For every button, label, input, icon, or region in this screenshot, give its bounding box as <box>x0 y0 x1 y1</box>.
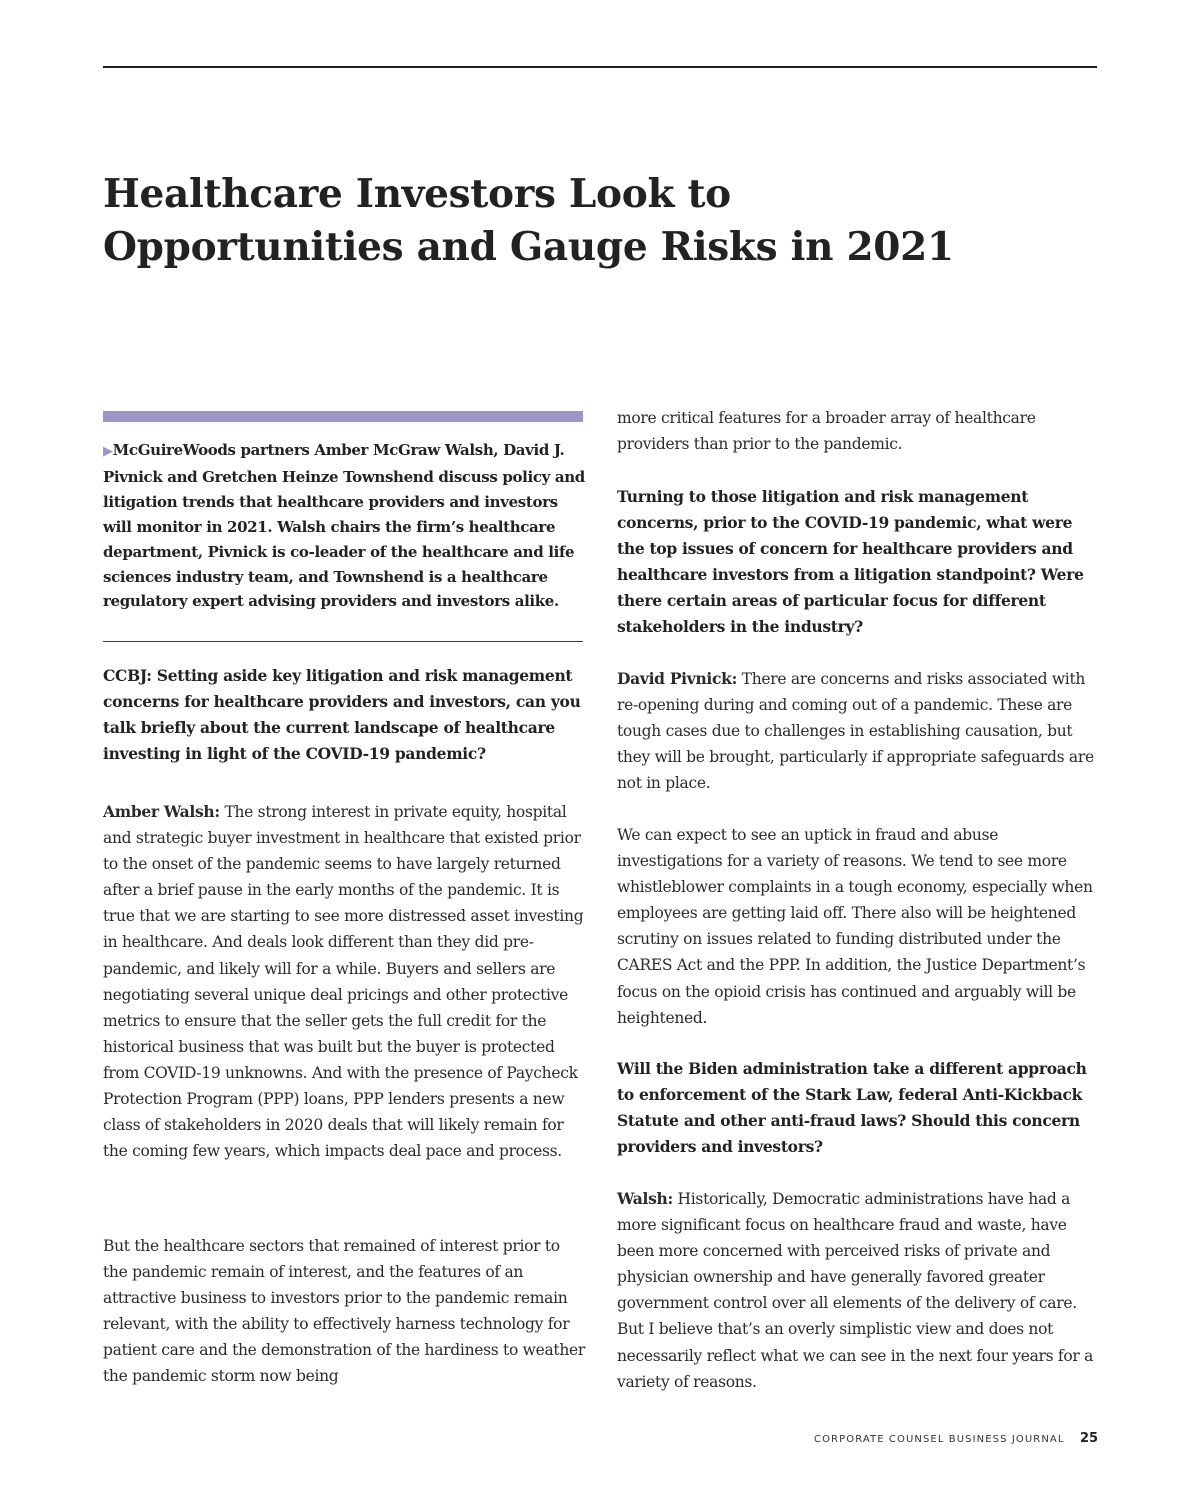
question-2: Turning to those litigation and risk management concerns, prior to the COVID-19 pandemic, what were the top issues of concern for healthcare providers and healthcare investors from a litigation standpoint? Were there certain areas of particular focus for different stakeholders in the industry? <box>617 487 1084 637</box>
answer-2-continued: We can expect to see an uptick in fraud and abuse investigations for a variety of reasons. We tend to see more whistleblower complaints in a tough economy, especially when employees are getting laid off. There also will be heightened scrutiny on issues related to funding distributed under the CARES Act and the PPP. In addition, the Justice Department’s focus on the opioid crisis has continued and arguably will be heightened. <box>617 826 1093 1027</box>
top-rule <box>103 66 1097 68</box>
page-number: 25 <box>1080 1431 1099 1446</box>
intro-paragraph <box>103 438 587 614</box>
article-title <box>103 168 1003 274</box>
answer-3-text: Historically, Democratic administrations have had a more significant focus on healthcare fraud and waste, have been more concerned with perceived risks of private and physician ownership and have generally favored greater government control over all elements of the delivery of care. But I believe that’s an overly simplistic view and does not necessarily reflect what we can see in the next four years for a variety of reasons. <box>617 1190 1094 1391</box>
intro-text: McGuireWoods partners Amber McGraw Walsh, David J. Pivnick and Gretchen Heinze Townshend discuss policy and litigation trends that healthcare providers and investors will monitor in 2021. Walsh chairs the firm’s healthcare department, Pivnick is co-leader of the healthcare and life sciences industry team, and Townshend is a healthcare regulatory expert advising providers and investors alike. <box>103 441 585 611</box>
answer-2-text: There are concerns and risks associated with re-opening during and coming out of a pandemic. These are tough cases due to challenges in establishing causation, but they will be brought, particularly if appropriate safeguards are not in place. <box>617 670 1094 793</box>
title-line-2: Opportunities and Gauge Risks in 2021 <box>103 224 954 270</box>
question-1: CCBJ: Setting aside key litigation and risk management concerns for healthcare providers and investors, can you talk briefly about the current landscape of healthcare investing in light of the COVID-19 pandemic? <box>103 666 581 764</box>
speaker-amber-walsh: Amber Walsh: <box>103 802 220 821</box>
intro-accent-bar <box>103 411 583 422</box>
answer-2 <box>617 666 1103 796</box>
title-line-1: Healthcare Investors Look to <box>103 171 731 217</box>
answer-1-text: The strong interest in private equity, hospital and strategic buyer investment in healthcare that existed prior to the onset of the pandemic seems to have largely returned after a brief pause in the early months of the pandemic. It is true that we are starting to see more distressed asset investing in healthcare. And deals look different than they did pre-pandemic, and likely will for a while. Buyers and sellers are negotiating several unique deal pricings and other protective metrics to ensure that the seller gets the full credit for the historical business that was built but the buyer is protected from COVID-19 unknowns. And with the presence of Paycheck Protection Program (PPP) loans, PPP lenders presents a new class of stakeholders in 2020 deals that will likely remain for the coming few years, which impacts deal pace and process. <box>103 803 584 1161</box>
publication-name: CORPORATE COUNSEL BUSINESS JOURNAL <box>814 1434 1065 1445</box>
answer-3 <box>617 1186 1103 1395</box>
triangle-right-icon: ▶ <box>103 444 113 459</box>
answer-1-continued: But the healthcare sectors that remained of interest prior to the pandemic remain of interest, and the features of an attractive business to investors prior to the pandemic remain relevant, with the ability to effectively harness technology for patient care and the demonstration of the hardiness to weather the pandemic storm now being <box>103 1237 586 1386</box>
speaker-walsh: Walsh: <box>617 1189 673 1208</box>
intro-divider <box>103 641 583 642</box>
answer-1-end: more critical features for a broader array of healthcare providers than prior to the pandemic. <box>617 409 1036 454</box>
answer-1 <box>103 799 587 1164</box>
question-3: Will the Biden administration take a different approach to enforcement of the Stark Law, federal Anti-Kickback Statute and other anti-fraud laws? Should this concern providers and investors? <box>617 1059 1087 1157</box>
speaker-david-pivnick: David Pivnick: <box>617 669 738 688</box>
